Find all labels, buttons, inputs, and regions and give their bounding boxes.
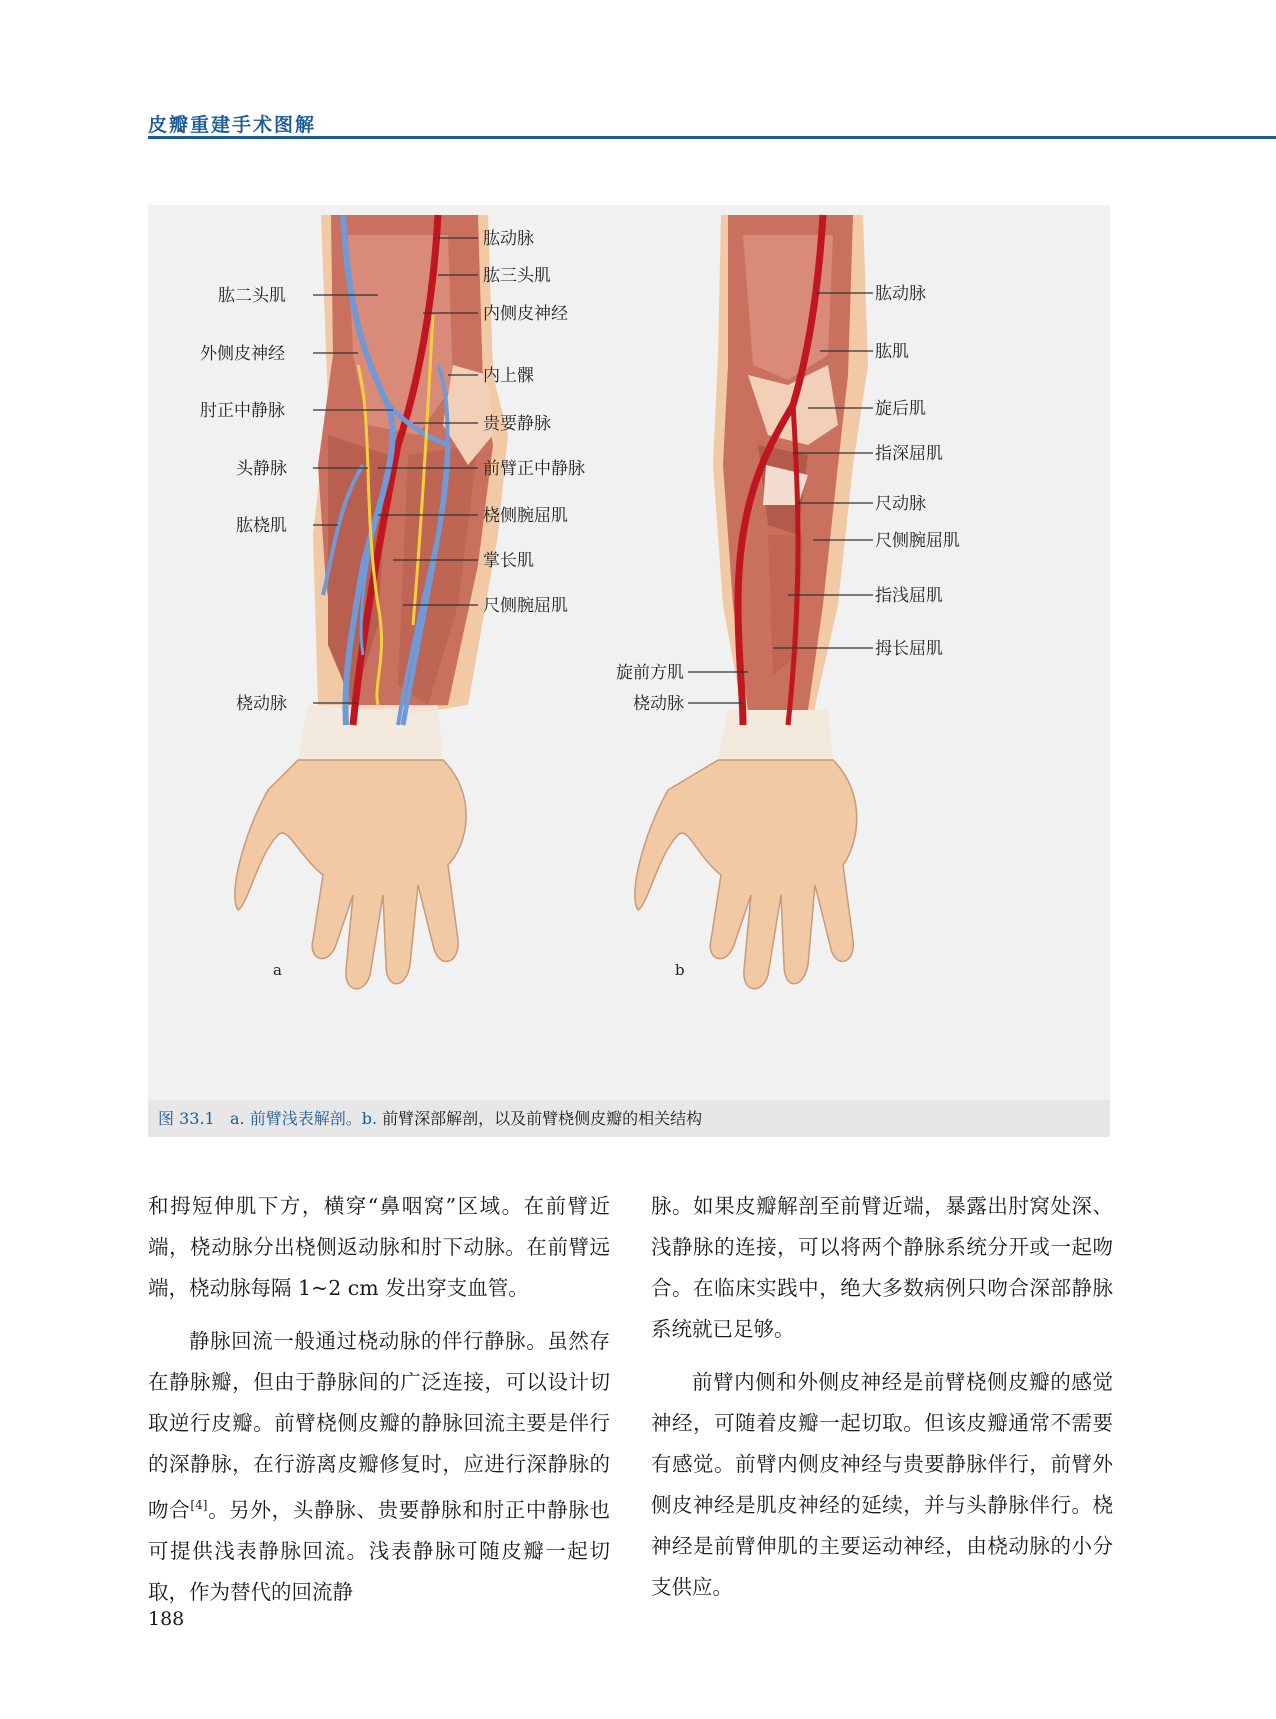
label-medial-cutaneous-nerve: 内侧皮神经 (483, 304, 568, 324)
label-median-antebrachial-vein: 前臂正中静脉 (483, 459, 585, 479)
page-number: 188 (148, 1608, 185, 1630)
label-cephalic-vein: 头静脉 (236, 459, 287, 479)
label-brachial-artery-b: 肱动脉 (875, 284, 926, 304)
label-fcu-b: 尺侧腕屈肌 (875, 531, 960, 551)
forearm-illustration (148, 205, 1110, 1100)
label-basilic-vein: 贵要静脉 (483, 414, 551, 434)
paragraph: 脉。如果皮瓣解剖至前臂近端，暴露出肘窝处深、浅静脉的连接，可以将两个静脉系统分开或一起吻合。在临床实践中，绝大多数病例只吻合深部静脉系统就已足够。 (651, 1194, 1113, 1341)
label-brachialis: 肱肌 (875, 342, 909, 362)
label-fdp: 指深屈肌 (875, 444, 943, 464)
label-biceps: 肱二头肌 (218, 286, 286, 306)
label-radial-artery-b: 桡动脉 (633, 694, 684, 714)
paragraph: 前臂内侧和外侧皮神经是前臂桡侧皮瓣的感觉神经，可随着皮瓣一起切取。但该皮瓣通常不需要有感觉。前臂内侧皮神经与贵要静脉伴行，前臂外侧皮神经是肌皮神经的延续，并与头静脉伴行。桡神经是前臂伸肌的主要运动神经，由桡动脉的小分支供应。 (651, 1370, 1113, 1599)
paragraph: 和拇短伸肌下方，横穿“鼻咽窝”区域。在前臂近端，桡动脉分出桡侧返动脉和肘下动脉。在前臂远端，桡动脉每隔 1~2 cm 发出穿支血管。 (148, 1194, 610, 1300)
body-column-left (148, 1186, 610, 1625)
label-lateral-cutaneous-nerve: 外侧皮神经 (200, 344, 285, 364)
caption-number: 图 33.1 (158, 1109, 215, 1128)
anatomy-figure (148, 205, 1110, 1100)
label-triceps: 肱三头肌 (483, 266, 551, 286)
label-median-cubital-vein: 肘正中静脉 (200, 401, 285, 421)
body-column-right (651, 1186, 1113, 1620)
paragraph-text: 。另外，头静脉、贵要静脉和肘正中静脉也可提供浅表静脉回流。浅表静脉可随皮瓣一起切取，作为替代的回流静 (148, 1497, 611, 1604)
label-fpl: 拇长屈肌 (875, 639, 943, 659)
paragraph (148, 1321, 610, 1613)
label-medial-epicondyle: 内上髁 (483, 366, 534, 386)
panel-b-letter: b (675, 961, 685, 979)
running-head: 皮瓣重建手术图解 (148, 114, 317, 136)
label-pronator-quadratus: 旋前方肌 (616, 663, 684, 683)
label-palmaris-longus: 掌长肌 (483, 551, 534, 571)
label-radial-artery-a: 桡动脉 (236, 694, 287, 714)
caption-a: a. 前臂浅表解剖。b. (230, 1109, 378, 1128)
figure-caption (148, 1100, 1110, 1137)
paragraph-text: 静脉回流一般通过桡动脉的伴行静脉。虽然存在静脉瓣，但由于静脉间的广泛连接，可以设计切取逆行皮瓣。前臂桡侧皮瓣的静脉回流主要是伴行的深静脉，在行游离皮瓣修复时，应进行深静脉的吻合 (148, 1329, 610, 1522)
panel-b-illustration (635, 215, 873, 989)
header-rule (148, 136, 1276, 139)
citation: [4] (190, 1498, 208, 1512)
caption-text (230, 1100, 702, 1137)
panel-a-letter: a (273, 961, 282, 979)
label-brachioradialis: 肱桡肌 (236, 516, 287, 536)
label-ulnar-artery: 尺动脉 (875, 494, 926, 514)
label-fcu-a: 尺侧腕屈肌 (483, 596, 568, 616)
label-brachial-artery-a: 肱动脉 (483, 229, 534, 249)
label-fds: 指浅屈肌 (875, 586, 943, 606)
caption-rest: 前臂深部解剖，以及前臂桡侧皮瓣的相关结构 (382, 1109, 703, 1128)
label-fcr: 桡侧腕屈肌 (483, 506, 568, 526)
label-supinator: 旋后肌 (875, 399, 926, 419)
panel-a-illustration (235, 215, 508, 989)
